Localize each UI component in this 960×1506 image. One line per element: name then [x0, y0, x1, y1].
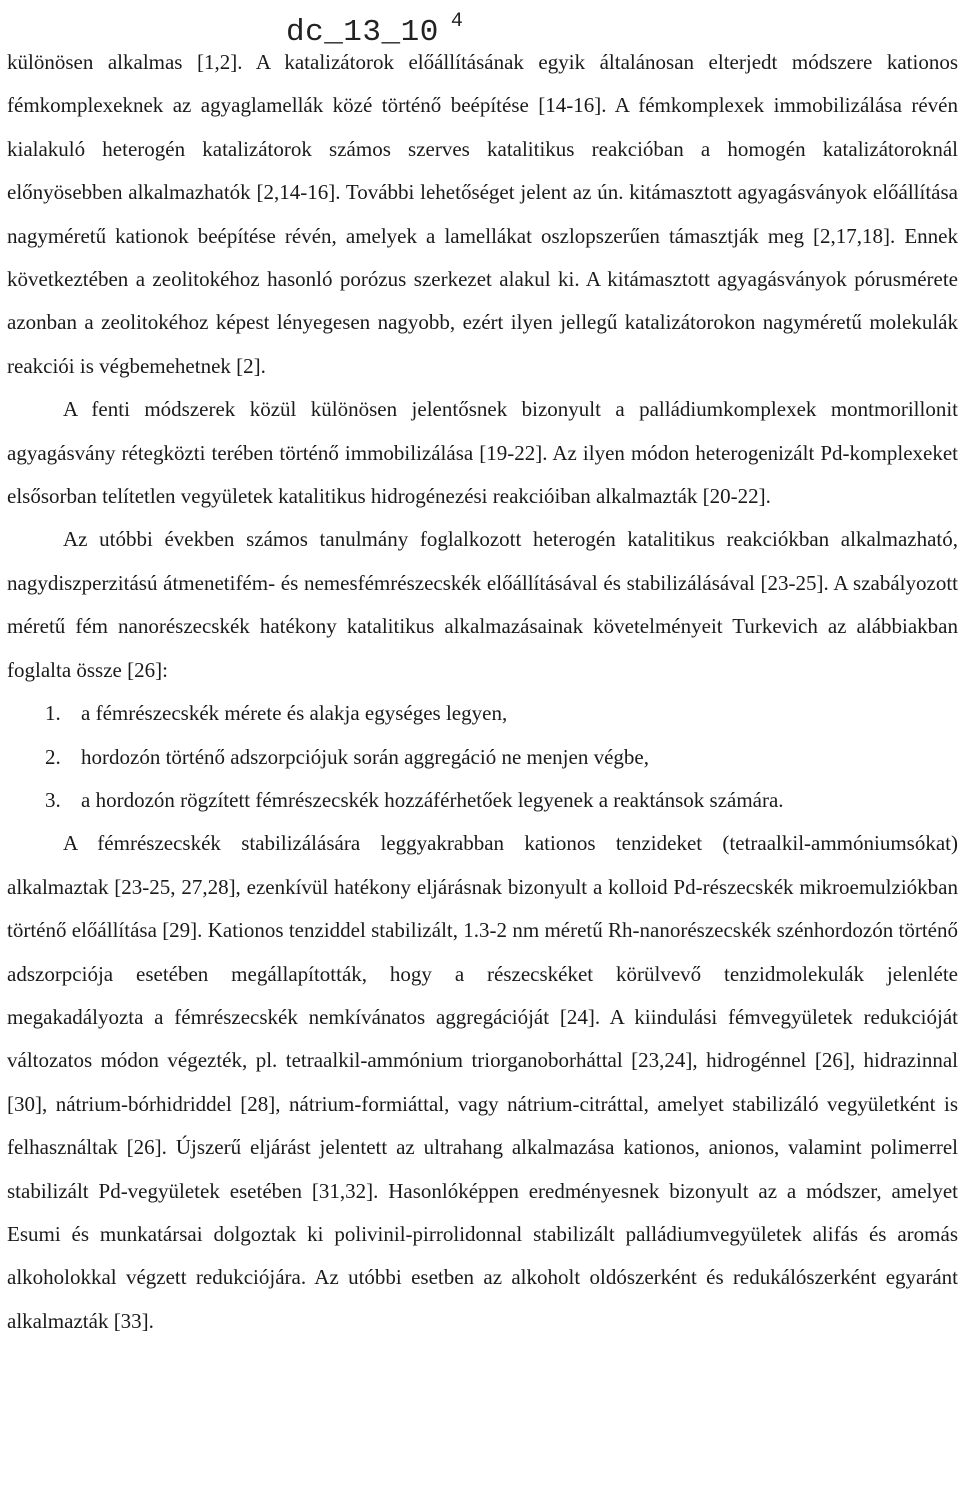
- list-item: [7, 736, 958, 779]
- document-body: [7, 41, 958, 1343]
- paragraph-1: különösen alkalmas [1,2]. A katalizátorok előállításának egyik általánosan elterjedt módszere kationos fémkomplexeknek az agyaglamellák közé történő beépítése [14-16]. A fémkomplexek immobilizálása révén kialakuló heterogén katalizátorok számos szerves katalitikus reakcióban a homogén katalizátoroknál előnyösebben alkalmazhatók [2,14-16]. További lehetőséget jelent az ún. kitámasztott agyagásványok előállítása nagyméretű kationok beépítése révén, amelyek a lamellákat oszlopszerűen támasztják meg [2,17,18]. Ennek következtében a zeolitokéhoz hasonló porózus szerkezet alakul ki. A kitámasztott agyagásványok pórusmérete azonban a zeolitokéhoz képest lényegesen nagyobb, ezért ilyen jellegű katalizátorokon nagyméretű molekulák reakciói is végbemehetnek [2].: [7, 50, 958, 378]
- list-item-text: a fémrészecskék mérete és alakja egységes legyen,: [81, 701, 508, 726]
- list-item-text: hordozón történő adszorpciójuk során aggregáció ne menjen végbe,: [81, 744, 649, 769]
- list-item: [7, 692, 958, 735]
- list-item-number: 1.: [45, 701, 61, 726]
- page-number: 4: [450, 10, 464, 33]
- document-code: dc_13_10: [286, 15, 439, 50]
- paragraph-4: A fémrészecskék stabilizálására leggyakrabban kationos tenzideket (tetraalkil-ammóniumsókat) alkalmaztak [23-25, 27,28], ezenkívül hatékony eljárásnak bizonyult a kolloid Pd-részecskék mikroemulziókban történő előállítása [29]. Kationos tenziddel stabilizált, 1.3-2 nm méretű Rh-nanorészecskék szénhordozón történő adszorpciója esetében megállapították, hogy a részecskéket körülvevő tenzidmolekulák jelenléte megakadályozta a fémrészecskék nemkívánatos aggregációját [24]. A kiindulási fémvegyületek redukcióját változatos módon végezték, pl. tetraalkil-ammónium triorganoborháttal [23,24], hidrogénnel [26], hidrazinnal [30], nátrium-bórhidriddel [28], nátrium-formiáttal, vagy nátrium-citráttal, amelyet stabilizáló vegyületként is felhasználtak [26]. Újszerű eljárást jelentett az ultrahang alkalmazása kationos, anionos, valamint polimerrel stabilizált Pd-vegyületek esetében [31,32]. Hasonlóképpen eredményesnek bizonyult az a módszer, amelyet Esumi és munkatársai dolgoztak ki polivinil-pirrolidonnal stabilizált palládiumvegyületek alifás és aromás alkoholokkal végzett redukciójára. Az utóbbi esetben az alkoholt oldószerként és redukálószerként egyaránt alkalmazták [33].: [7, 831, 958, 1333]
- paragraph-3: Az utóbbi években számos tanulmány foglalkozott heterogén katalitikus reakciókban alkalmazható, nagydiszperzitású átmenetifém- és nemesfémrészecskék előállításával és stabilizálásával [23-25]. A szabályozott méretű fém nanorészecskék hatékony katalitikus alkalmazásainak követelményeit Turkevich az alábbiakban foglalta össze [26]:: [7, 527, 958, 682]
- list-item-text: a hordozón rögzített fémrészecskék hozzáférhetőek legyenek a reaktánsok számára.: [81, 787, 784, 812]
- list-item-number: 3.: [45, 787, 61, 812]
- numbered-list: [7, 692, 958, 822]
- list-item: [7, 779, 958, 822]
- list-item-number: 2.: [45, 744, 61, 769]
- paragraph-2: A fenti módszerek közül különösen jelentősnek bizonyult a palládiumkomplexek montmorillonit agyagásvány rétegközti terében történő immobilizálása [19-22]. Az ilyen módon heterogenizált Pd-komplexeket elsősorban telítetlen vegyületek katalitikus hidrogénezési reakcióiban alkalmazták [20-22].: [7, 397, 958, 509]
